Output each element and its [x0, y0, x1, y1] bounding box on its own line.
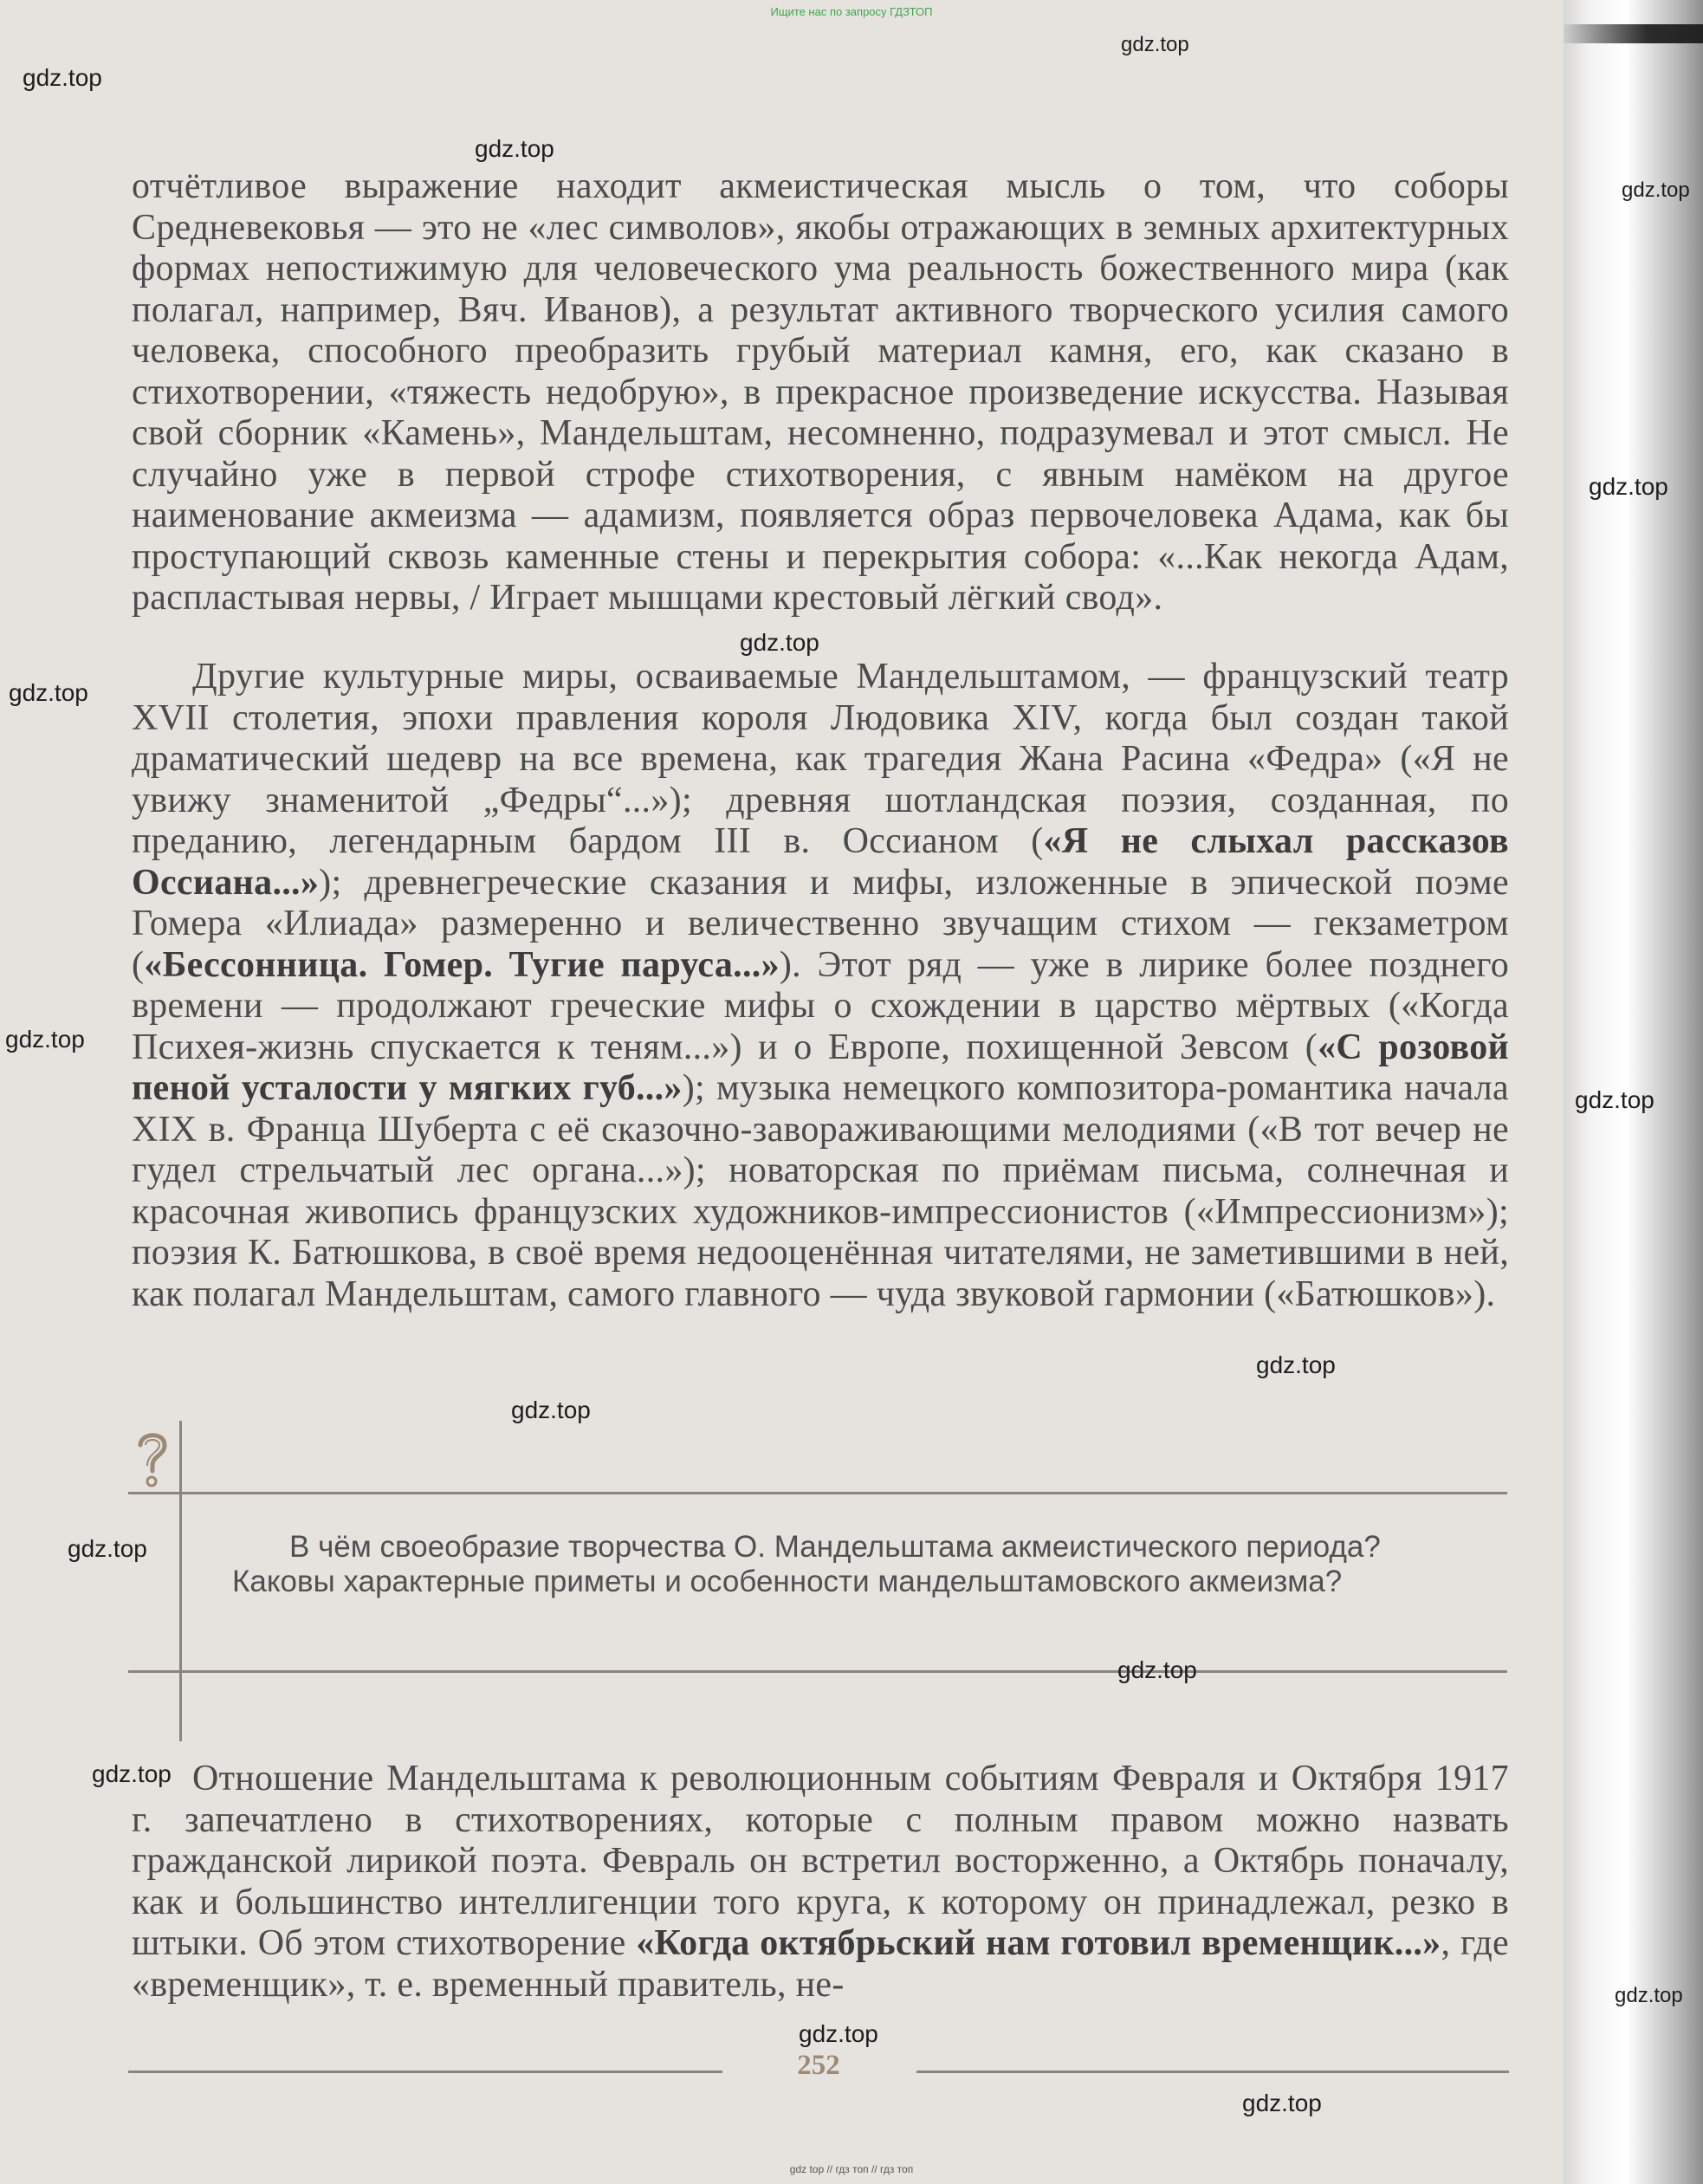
paragraph-3: Отношение Мандельштама к революционным событиям Февраля и Октября 1917 г. запечатлено в стихотворениях, которые с полным правом можно назвать гражданской лирикой поэта. Февраль он встретил восторженно, а Октябрь поначалу, как и большинство интеллигенции того круга, к которому он принадлежал, резко в штыки. Об этом стихотворение «Когда октябрьский нам готовил временщик...», где «временщик», т. е. временный правитель, не-: [132, 1759, 1509, 2005]
watermark: gdz.top: [740, 629, 819, 656]
question-box-vertical-line: [179, 1421, 182, 1741]
footer-line-right: [916, 2071, 1509, 2073]
poem-title-ossian: «Я не слыхал рассказов Оссиана...»: [132, 821, 1509, 903]
watermark: gdz.top: [1256, 1351, 1336, 1378]
watermark: gdz.top: [511, 1397, 591, 1423]
watermark: gdz.top: [1589, 473, 1668, 500]
watermark: gdz.top: [23, 64, 102, 91]
watermark: gdz.top: [1117, 1656, 1197, 1683]
footer-line-left: [128, 2071, 722, 2073]
watermark: gdz.top: [799, 2020, 878, 2047]
bottom-banner[interactable]: gdz top // гдз топ // гдз топ: [789, 2163, 914, 2175]
poem-title-insomnia: «Бессонница. Гомер. Тугие паруса...»: [144, 944, 780, 985]
poem-title-rose-foam: «С розовой пеной усталости у мягких губ...»: [132, 1027, 1509, 1108]
review-question: В чём своеобразие творчества О. Мандельштама акмеистического периода? Каковы характерные приметы и особенности мандельштамовского акмеизма?: [232, 1530, 1381, 1598]
watermark: gdz.top: [475, 135, 554, 162]
poem-title-october: «Когда октябрьский нам готовил временщик...»: [636, 1923, 1441, 1963]
paragraph-1: отчётливое выражение находит акмеистическая мысль о том, что соборы Средневековья — это не «лес символов», якобы отражающих в земных архитектурных формах непостижимую для человеческого ума реальность божественного мира (как полагал, например, Вяч. Иванов), а результат активного творческого усилия самого человека, способного преобразить грубый материал камня, его, как сказано в стихотворении, «тяжесть недобрую», в прекрасное произведение искусства. Называя свой сборник «Камень», Мандельштам, несомненно, подразумевал и этот смысл. Не случайно уже в первой строфе стихотворения, с явным намёком на другое наименование акмеизма — адамизм, появляется образ первочеловека Адама, как бы проступающий сквозь каменные стены и перекрытия собора: «...Как некогда Адам, распластывая нервы, / Играет мышцами крестовый лёгкий свод».: [132, 166, 1509, 618]
watermark: gdz.top: [1121, 33, 1189, 56]
watermark: gdz.top: [1575, 1086, 1654, 1113]
question-box-top-line: [128, 1492, 1507, 1494]
watermark: gdz.top: [9, 679, 88, 706]
watermark: gdz.top: [1615, 1984, 1683, 2007]
watermark: gdz.top: [1622, 178, 1690, 202]
watermark: gdz.top: [68, 1535, 147, 1562]
binding-top-shadow: [1564, 24, 1703, 43]
watermark: gdz.top: [5, 1026, 85, 1053]
watermark: gdz.top: [1242, 2090, 1322, 2116]
watermark: gdz.top: [92, 1760, 172, 1787]
paragraph-2: Другие культурные миры, осваиваемые Мандельштамом, — французский театр XVII столетия, эпохи правления короля Людовика XIV, когда был создан такой драматический шедевр на все времена, как трагедия Жана Расина «Федра» («Я не увижу знаменитой „Федры“...»); древняя шотландская поэзия, созданная, по преданию, легендарным бардом III в. Оссианом («Я не слыхал рассказов Оссиана...»); древнегреческие сказания и мифы, изложенные в эпической поэме Гомера «Илиада» размеренно и величественно звучащим стихом — гекзаметром («Бессонница. Гомер. Тугие паруса...»). Этот ряд — уже в лирике более позднего времени — продолжают греческие мифы о схождении в царство мёртвых («Когда Психея-жизнь спускается к теням...») и о Европе, похищенной Зевсом («С розовой пеной усталости у мягких губ...»); музыка немецкого композитора-романтика начала XIX в. Франца Шуберта с её сказочно-завораживающими мелодиями («В тот вечер не гудел стрельчатый лес органа...»); новаторская по приёмам письма, солнечная и красочная живопись французских художников-импрессионистов («Импрессионизм»); поэзия К. Батюшкова, в своё время недооценённая читателями, не заметившими в ней, как полагал Мандельштам, самого главного — чуда звуковой гармонии («Батюшков»).: [132, 657, 1510, 1314]
page-number: 252: [797, 2050, 840, 2081]
question-box-bottom-line: [128, 1670, 1507, 1673]
top-banner[interactable]: Ищите нас по запросу ГДЗТОП: [770, 5, 933, 18]
question-mark-icon: [130, 1428, 173, 1488]
